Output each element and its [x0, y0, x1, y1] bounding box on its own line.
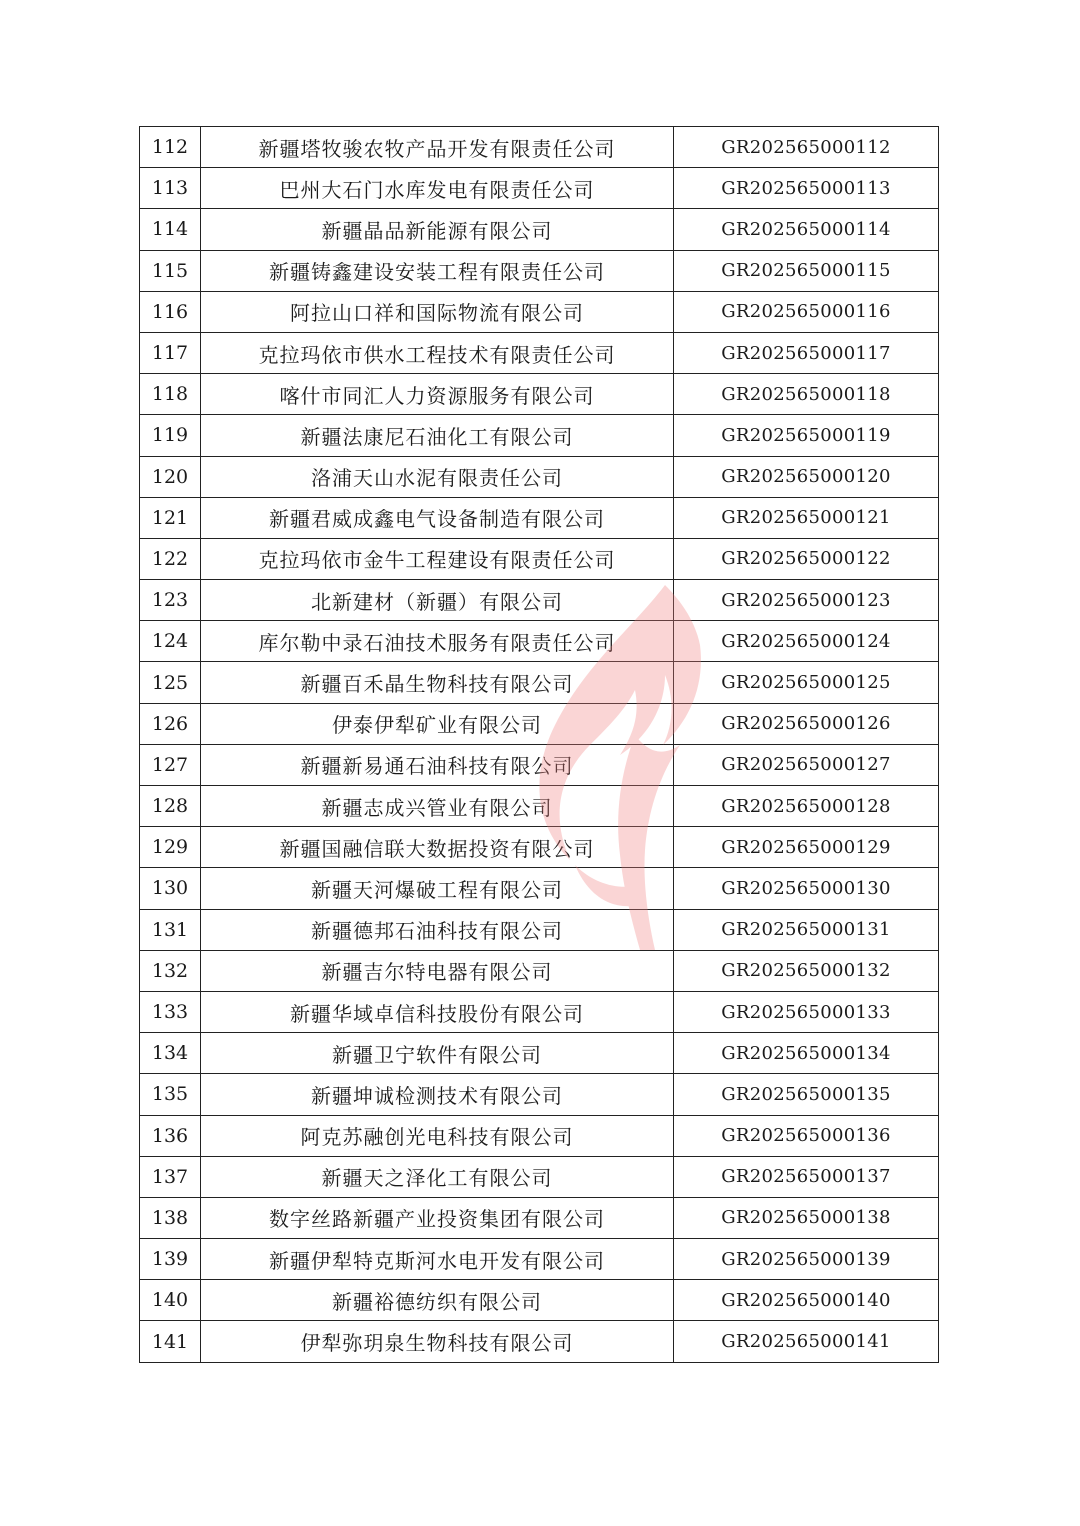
table-row — [140, 127, 939, 168]
row-number: 127 — [140, 744, 201, 785]
table-row — [140, 1280, 939, 1321]
table-row — [140, 415, 939, 456]
certificate-code: GR202565000136 — [674, 1115, 939, 1156]
company-name: 新疆坤诚检测技术有限公司 — [201, 1074, 674, 1115]
certificate-code: GR202565000112 — [674, 127, 939, 168]
table-row — [140, 1115, 939, 1156]
certificate-code: GR202565000123 — [674, 580, 939, 621]
company-name: 数字丝路新疆产业投资集团有限公司 — [201, 1197, 674, 1238]
row-number: 117 — [140, 332, 201, 373]
table-row — [140, 332, 939, 373]
table-row — [140, 168, 939, 209]
company-name: 伊泰伊犁矿业有限公司 — [201, 703, 674, 744]
row-number: 136 — [140, 1115, 201, 1156]
row-number: 139 — [140, 1239, 201, 1280]
row-number: 141 — [140, 1321, 201, 1362]
table-row — [140, 538, 939, 579]
table-row — [140, 991, 939, 1032]
certificate-code: GR202565000130 — [674, 868, 939, 909]
company-name: 新疆华域卓信科技股份有限公司 — [201, 991, 674, 1032]
company-name: 阿拉山口祥和国际物流有限公司 — [201, 291, 674, 332]
company-name: 新疆百禾晶生物科技有限公司 — [201, 662, 674, 703]
row-number: 124 — [140, 621, 201, 662]
table-row — [140, 868, 939, 909]
row-number: 134 — [140, 1033, 201, 1074]
certificate-code: GR202565000120 — [674, 456, 939, 497]
certificate-code: GR202565000134 — [674, 1033, 939, 1074]
company-name: 克拉玛依市供水工程技术有限责任公司 — [201, 332, 674, 373]
company-name: 新疆天之泽化工有限公司 — [201, 1156, 674, 1197]
certificate-code: GR202565000115 — [674, 250, 939, 291]
company-list-table — [139, 126, 939, 1363]
company-name: 克拉玛依市金牛工程建设有限责任公司 — [201, 538, 674, 579]
certificate-code: GR202565000135 — [674, 1074, 939, 1115]
company-name: 新疆晶品新能源有限公司 — [201, 209, 674, 250]
certificate-code: GR202565000127 — [674, 744, 939, 785]
company-name: 新疆君威成鑫电气设备制造有限公司 — [201, 497, 674, 538]
row-number: 132 — [140, 950, 201, 991]
company-name: 新疆卫宁软件有限公司 — [201, 1033, 674, 1074]
company-name: 新疆裕德纺织有限公司 — [201, 1280, 674, 1321]
row-number: 137 — [140, 1156, 201, 1197]
row-number: 138 — [140, 1197, 201, 1238]
company-name: 新疆吉尔特电器有限公司 — [201, 950, 674, 991]
row-number: 121 — [140, 497, 201, 538]
row-number: 116 — [140, 291, 201, 332]
certificate-code: GR202565000117 — [674, 332, 939, 373]
certificate-code: GR202565000129 — [674, 827, 939, 868]
company-name: 新疆志成兴管业有限公司 — [201, 786, 674, 827]
row-number: 118 — [140, 374, 201, 415]
certificate-code: GR202565000133 — [674, 991, 939, 1032]
row-number: 125 — [140, 662, 201, 703]
table-row — [140, 456, 939, 497]
row-number: 128 — [140, 786, 201, 827]
table-row — [140, 662, 939, 703]
certificate-code: GR202565000126 — [674, 703, 939, 744]
table-row — [140, 1321, 939, 1362]
table-row — [140, 374, 939, 415]
table-row — [140, 950, 939, 991]
row-number: 119 — [140, 415, 201, 456]
table-row — [140, 291, 939, 332]
certificate-code: GR202565000116 — [674, 291, 939, 332]
row-number: 120 — [140, 456, 201, 497]
company-name: 洛浦天山水泥有限责任公司 — [201, 456, 674, 497]
row-number: 115 — [140, 250, 201, 291]
company-name: 伊犁弥玥泉生物科技有限公司 — [201, 1321, 674, 1362]
table-row — [140, 209, 939, 250]
certificate-code: GR202565000138 — [674, 1197, 939, 1238]
certificate-code: GR202565000131 — [674, 909, 939, 950]
table-row — [140, 744, 939, 785]
company-name: 喀什市同汇人力资源服务有限公司 — [201, 374, 674, 415]
certificate-code: GR202565000121 — [674, 497, 939, 538]
company-list-body — [140, 127, 939, 1363]
table-row — [140, 1156, 939, 1197]
table-row — [140, 1239, 939, 1280]
certificate-code: GR202565000141 — [674, 1321, 939, 1362]
company-name: 巴州大石门水库发电有限责任公司 — [201, 168, 674, 209]
row-number: 113 — [140, 168, 201, 209]
company-name: 新疆新易通石油科技有限公司 — [201, 744, 674, 785]
row-number: 129 — [140, 827, 201, 868]
table-row — [140, 1033, 939, 1074]
table-row — [140, 703, 939, 744]
certificate-code: GR202565000137 — [674, 1156, 939, 1197]
company-name: 新疆塔牧骏农牧产品开发有限责任公司 — [201, 127, 674, 168]
certificate-code: GR202565000140 — [674, 1280, 939, 1321]
row-number: 112 — [140, 127, 201, 168]
certificate-code: GR202565000125 — [674, 662, 939, 703]
row-number: 122 — [140, 538, 201, 579]
row-number: 135 — [140, 1074, 201, 1115]
row-number: 131 — [140, 909, 201, 950]
table-row — [140, 1074, 939, 1115]
certificate-code: GR202565000119 — [674, 415, 939, 456]
certificate-code: GR202565000122 — [674, 538, 939, 579]
row-number: 130 — [140, 868, 201, 909]
certificate-code: GR202565000124 — [674, 621, 939, 662]
certificate-code: GR202565000139 — [674, 1239, 939, 1280]
certificate-code: GR202565000118 — [674, 374, 939, 415]
table-row — [140, 786, 939, 827]
table-row — [140, 580, 939, 621]
certificate-code: GR202565000128 — [674, 786, 939, 827]
company-name: 新疆天河爆破工程有限公司 — [201, 868, 674, 909]
table-row — [140, 827, 939, 868]
certificate-code: GR202565000114 — [674, 209, 939, 250]
company-name: 北新建材（新疆）有限公司 — [201, 580, 674, 621]
table-row — [140, 909, 939, 950]
row-number: 140 — [140, 1280, 201, 1321]
certificate-code: GR202565000113 — [674, 168, 939, 209]
row-number: 114 — [140, 209, 201, 250]
table-row — [140, 621, 939, 662]
company-name: 库尔勒中录石油技术服务有限责任公司 — [201, 621, 674, 662]
company-name: 新疆国融信联大数据投资有限公司 — [201, 827, 674, 868]
row-number: 123 — [140, 580, 201, 621]
company-name: 新疆法康尼石油化工有限公司 — [201, 415, 674, 456]
company-name: 新疆铸鑫建设安装工程有限责任公司 — [201, 250, 674, 291]
table-row — [140, 1197, 939, 1238]
row-number: 126 — [140, 703, 201, 744]
table-row — [140, 497, 939, 538]
company-name: 新疆伊犁特克斯河水电开发有限公司 — [201, 1239, 674, 1280]
row-number: 133 — [140, 991, 201, 1032]
company-name: 阿克苏融创光电科技有限公司 — [201, 1115, 674, 1156]
certificate-code: GR202565000132 — [674, 950, 939, 991]
company-name: 新疆德邦石油科技有限公司 — [201, 909, 674, 950]
table-row — [140, 250, 939, 291]
